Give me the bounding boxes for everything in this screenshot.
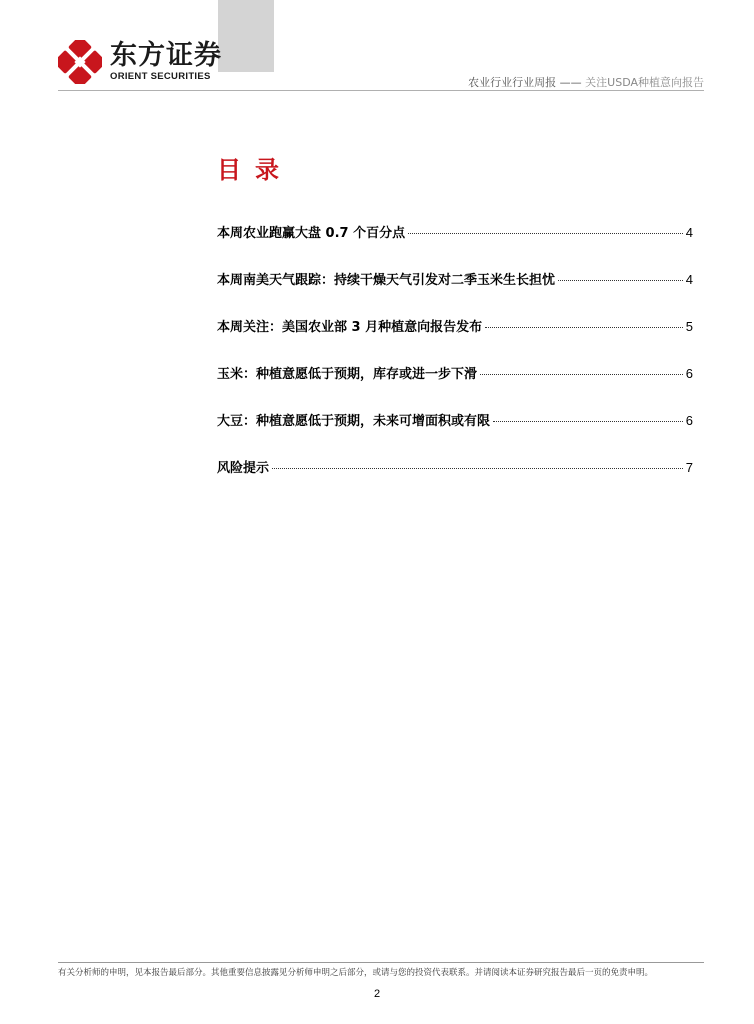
toc-title: 目录 <box>217 156 293 184</box>
toc-item-page: 5 <box>685 319 693 334</box>
toc-leader-dots <box>493 421 683 422</box>
logo-chinese-name: 东方证券 <box>110 40 222 71</box>
toc-item-label: 本周南美天气跟踪：持续干燥天气引发对二季玉米生长担忧 <box>217 273 556 288</box>
header-separator: —— <box>559 76 582 89</box>
toc-item[interactable] <box>217 363 693 410</box>
toc-item-page: 6 <box>685 366 693 381</box>
orient-logo-icon <box>58 40 102 84</box>
toc-leader-dots <box>485 327 683 328</box>
toc-item-label: 玉米：种植意愿低于预期，库存或进一步下滑 <box>217 367 478 382</box>
toc-item[interactable] <box>217 222 693 269</box>
toc-item[interactable] <box>217 457 693 504</box>
footer-divider <box>58 962 704 963</box>
header-divider <box>58 90 704 91</box>
toc-item-label: 本周农业跑赢大盘 0.7 个百分点 <box>217 226 406 241</box>
report-type: 农业行业行业周报 <box>468 76 557 89</box>
toc-item-page: 4 <box>685 272 693 287</box>
toc-leader-dots <box>272 468 683 469</box>
toc-item-label: 风险提示 <box>217 461 270 476</box>
report-subtitle: 关注USDA种植意向报告 <box>585 76 704 89</box>
toc-item-label: 大豆：种植意愿低于预期，未来可增面积或有限 <box>217 414 491 429</box>
page-number: 2 <box>373 988 381 1000</box>
footer-disclaimer: 有关分析师的申明，见本报告最后部分。其他重要信息披露见分析师申明之后部分，或请与您的投资代表联系。并请阅读本证券研究报告最后一页的免责申明。 <box>58 968 654 978</box>
report-header-title <box>468 74 704 90</box>
logo-english-name: ORIENT SECURITIES <box>110 71 211 82</box>
toc-item[interactable] <box>217 316 693 363</box>
toc-item-page: 4 <box>685 225 693 240</box>
toc-item[interactable] <box>217 410 693 457</box>
toc-item-page: 7 <box>685 460 693 475</box>
toc-item-label: 本周关注：美国农业部 3 月种植意向报告发布 <box>217 320 483 335</box>
toc-leader-dots <box>558 280 683 281</box>
table-of-contents <box>217 222 693 504</box>
toc-item-page: 6 <box>685 413 693 428</box>
toc-leader-dots <box>408 233 683 234</box>
header-decor-bar <box>218 0 274 72</box>
toc-leader-dots <box>480 374 683 375</box>
toc-item[interactable] <box>217 269 693 316</box>
company-logo <box>58 40 222 84</box>
